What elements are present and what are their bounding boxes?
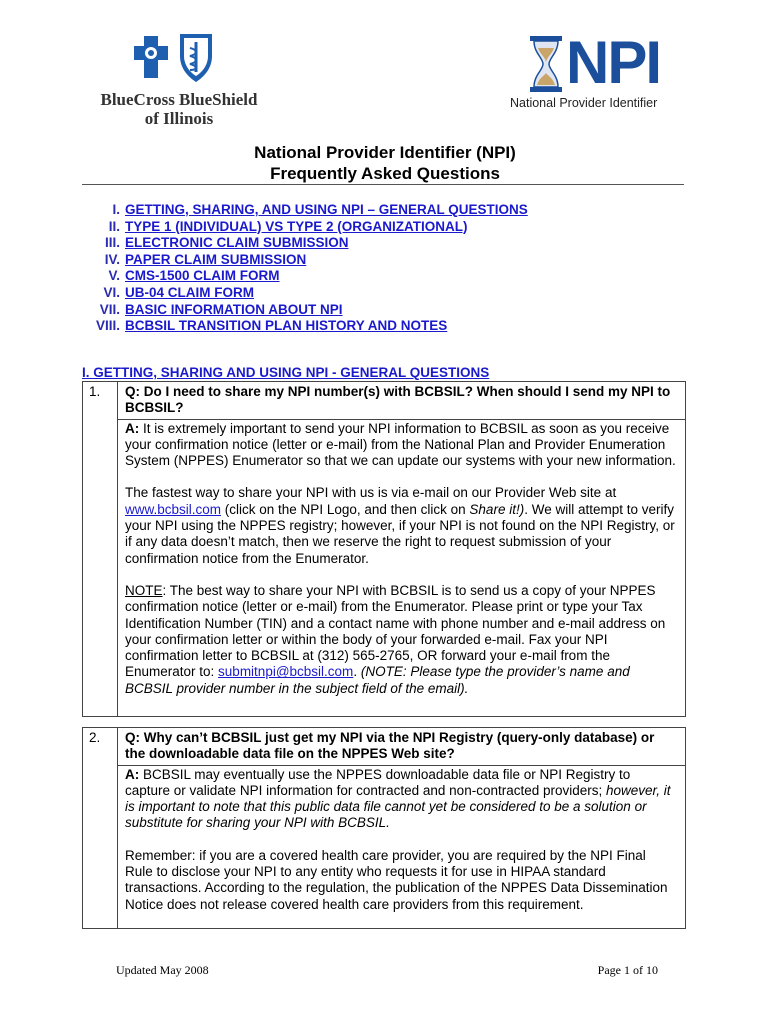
- toc-item: [60, 219, 700, 236]
- npi-logo-subtitle: National Provider Identifier: [510, 96, 658, 110]
- title-divider: [82, 184, 684, 185]
- toc-item: [60, 285, 700, 302]
- answer-text: : The best way to share your NPI with BCBSIL is to send us a copy of your NPPES confirmation notice (letter or e-mail) from the Enumerator. Please print or type your Tax Identification Number (TIN) and a contact name with phone number and e-mail address on your confirmation letter or within the body of your forwarded e-mail. Fax your NPI confirmation letter to BCBSIL at (312) 565-2765, OR forward your e-mail from the Enumerator to:: [125, 582, 666, 680]
- toc-number: II.: [108, 218, 120, 234]
- faq-answer: [118, 420, 685, 701]
- faq-item: [82, 381, 686, 717]
- answer-text: .: [353, 664, 361, 680]
- toc-link-general-questions[interactable]: GETTING, SHARING, AND USING NPI – GENERAL QUESTIONS: [125, 202, 528, 217]
- faq-question: Q: Do I need to share my NPI number(s) with BCBSIL? When should I send my NPI to BCBSIL?: [118, 382, 685, 420]
- toc-item: [60, 202, 700, 219]
- toc-number: V.: [108, 268, 120, 284]
- table-of-contents: [60, 202, 700, 335]
- toc-number: VIII.: [95, 318, 120, 334]
- faq-answer: [118, 766, 685, 917]
- toc-item: [60, 268, 700, 285]
- faq-item: [82, 727, 686, 929]
- npi-logo: [508, 29, 678, 116]
- footer-page-number: Page 1 of 10: [597, 963, 658, 977]
- answer-italic: Share it!): [469, 501, 525, 517]
- answer-italic: (NOTE: Please type the provider’s name and BCBSIL provider number in the subject field of the email).: [125, 664, 630, 696]
- submit-npi-email-link[interactable]: submitnpi@bcbsil.com: [218, 664, 354, 680]
- toc-number: VII.: [99, 301, 120, 317]
- answer-text: It is extremely important to send your NPI information to BCBSIL as soon as you receive your confirmation notice (letter or e-mail) from the National Plan and Provider Enumeration System (NPPES) Enumerator so that we can update our systems with your new information.: [125, 420, 676, 469]
- bcbsil-website-link[interactable]: www.bcbsil.com: [125, 501, 222, 517]
- footer-updated: Updated May 2008: [116, 963, 209, 977]
- toc-item: [60, 235, 700, 252]
- page-subtitle: Frequently Asked Questions: [270, 164, 500, 183]
- answer-text: . We will attempt to verify your NPI using the NPPES registry; however, if your NPI is not found on the NPI Registry, or if any data doesn’t match, then we reserve the right to request submission of your confirmation notice from the Enumerator.: [125, 501, 675, 566]
- section-heading: I. GETTING, SHARING AND USING NPI - GENERAL QUESTIONS: [82, 365, 490, 380]
- toc-item: [60, 252, 700, 269]
- toc-item: [60, 302, 700, 319]
- bcbs-logo-line2: of Illinois: [144, 109, 214, 128]
- toc-link-ub-04[interactable]: UB-04 CLAIM FORM: [125, 284, 254, 300]
- hourglass-icon: [528, 36, 564, 92]
- toc-link-type1-vs-type2[interactable]: TYPE 1 (INDIVIDUAL) VS TYPE 2 (ORGANIZATIONAL): [125, 218, 468, 234]
- toc-number: I.: [112, 202, 120, 217]
- toc-item: [60, 318, 700, 335]
- answer-text: (click on the NPI Logo, and then click on: [221, 501, 470, 517]
- toc-link-cms-1500[interactable]: CMS-1500 CLAIM FORM: [125, 268, 280, 284]
- note-label: NOTE: [125, 582, 163, 598]
- bcbs-logo-line1: BlueCross BlueShield: [100, 90, 258, 109]
- bcbs-logo: [94, 30, 264, 130]
- answer-text: BCBSIL may eventually use the NPPES downloadable data file or NPI Registry to capture or validate NPI information for contracted and non-contracted providers;: [125, 766, 631, 798]
- answer-label: A:: [125, 766, 140, 782]
- faq-question: Q: Why can’t BCBSIL just get my NPI via the NPI Registry (query-only database) or the downloadable data file on the NPPES Web site?: [118, 728, 685, 766]
- answer-text: The fastest way to share your NPI with us is via e-mail on our Provider Web site at: [125, 485, 617, 501]
- answer-italic: however, it is important to note that this public data file cannot yet be considered to be a solution or substitute for sharing your NPI with BCBSIL.: [125, 782, 671, 831]
- faq-number: 2.: [83, 728, 118, 928]
- npi-logo-text: NPI: [566, 29, 661, 96]
- faq-number: 1.: [83, 382, 118, 716]
- toc-link-electronic-claim[interactable]: ELECTRONIC CLAIM SUBMISSION: [125, 235, 349, 251]
- answer-text: Remember: if you are a covered health care provider, you are required by the NPI Final Rule to disclose your NPI to any entity who requests it for use in HIPAA standard transactions. According to the regulation, the publication of the NPPES Data Dissemination Notice does not release covered health care providers from this requirement.: [125, 847, 668, 912]
- toc-link-transition-plan[interactable]: BCBSIL TRANSITION PLAN HISTORY AND NOTES: [125, 318, 448, 334]
- toc-link-basic-info[interactable]: BASIC INFORMATION ABOUT NPI: [125, 301, 343, 317]
- page-title: National Provider Identifier (NPI): [254, 143, 516, 162]
- bcbs-cross-shield-icon: [130, 30, 220, 86]
- toc-number: VI.: [103, 284, 120, 300]
- toc-link-paper-claim[interactable]: PAPER CLAIM SUBMISSION: [125, 251, 307, 267]
- answer-label: A:: [125, 420, 140, 436]
- toc-number: IV.: [104, 251, 120, 267]
- toc-number: III.: [104, 235, 120, 251]
